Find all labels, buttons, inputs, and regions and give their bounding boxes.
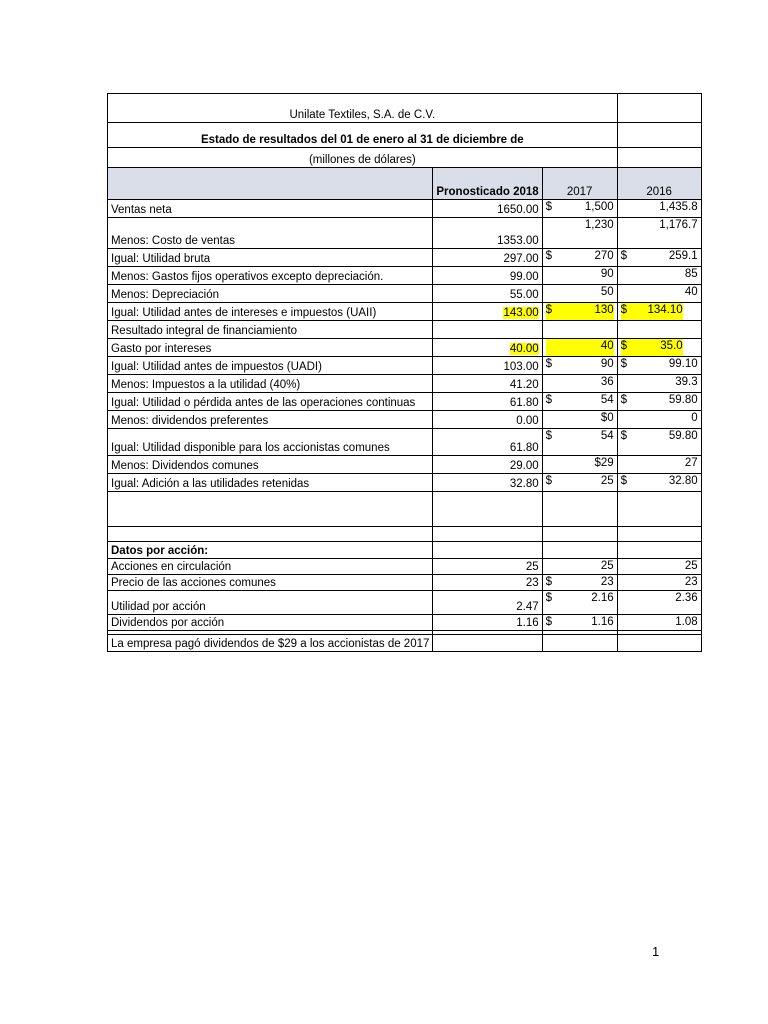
cell-value: 1353.00 xyxy=(497,235,539,247)
currency-sign: $ xyxy=(545,201,553,213)
value-2017 xyxy=(542,285,617,303)
table-row xyxy=(108,375,702,393)
value-2016 xyxy=(617,200,701,218)
currency-sign: $ xyxy=(620,475,628,487)
cell-value: 143.00 xyxy=(503,307,539,319)
value-2017 xyxy=(542,249,617,267)
table-row xyxy=(108,321,702,339)
value-2016-wrap xyxy=(621,249,698,266)
value-2018: 2.47 xyxy=(433,591,542,615)
value-2018 xyxy=(433,267,542,285)
value-2018 xyxy=(433,339,542,357)
cell-value: 54 xyxy=(600,394,614,406)
cell-value: 25 xyxy=(684,560,698,572)
table-row xyxy=(108,591,702,615)
value-2018: 23 xyxy=(433,575,542,591)
currency-sign: $ xyxy=(545,592,553,604)
value-2018: 25 xyxy=(433,559,542,575)
currency-sign: $ xyxy=(620,358,628,370)
empty-cell xyxy=(617,527,701,542)
empty-cell xyxy=(617,94,701,123)
value-2016 xyxy=(617,375,701,393)
cell-value: 1.16 xyxy=(591,616,614,628)
empty-cell xyxy=(542,527,617,542)
value-2016-wrap xyxy=(621,591,698,614)
cell-value: 134.10 xyxy=(647,304,683,316)
value-2018 xyxy=(433,375,542,393)
value-2018 xyxy=(433,321,542,339)
table-row xyxy=(108,94,702,123)
currency-sign: $ xyxy=(620,430,628,442)
currency-sign: $ xyxy=(545,358,553,370)
cell-value: 99.10 xyxy=(668,358,698,370)
cell-value: 1,435.8 xyxy=(659,201,698,213)
value-2017 xyxy=(542,559,617,575)
value-2016-wrap xyxy=(621,357,698,374)
value-2017 xyxy=(542,303,617,321)
cell-value: 103.00 xyxy=(503,361,539,373)
value-2016 xyxy=(617,357,701,375)
value-2017-wrap xyxy=(546,559,614,574)
cell-value: 2.36 xyxy=(675,592,698,604)
value-2017 xyxy=(542,393,617,411)
cell-value: 59.80 xyxy=(668,430,698,442)
cell-value: 50 xyxy=(600,286,614,298)
value-2017 xyxy=(542,200,617,218)
empty-cell xyxy=(542,492,617,527)
table-row xyxy=(108,635,702,652)
value-2018 xyxy=(433,393,542,411)
value-2016 xyxy=(617,456,701,474)
table-row xyxy=(108,527,702,542)
table-row xyxy=(108,218,702,249)
value-2017-wrap xyxy=(546,339,614,356)
value-2016 xyxy=(617,575,701,591)
cell-value: 1,176.7 xyxy=(659,219,698,231)
table-row xyxy=(108,559,702,575)
table-row xyxy=(108,357,702,375)
value-2016 xyxy=(617,339,701,357)
value-2017 xyxy=(542,474,617,492)
table-row xyxy=(108,249,702,267)
cell-value: 36 xyxy=(600,376,614,388)
cell-value: 99.00 xyxy=(509,271,539,283)
footnote: La empresa pagó dividendos de $29 a los accionistas de 2017 xyxy=(108,635,433,652)
value-2017-wrap xyxy=(546,393,614,410)
value-2017-wrap xyxy=(546,267,614,284)
value-2018 xyxy=(433,249,542,267)
cell-value: 25 xyxy=(600,475,614,487)
value-2017-wrap xyxy=(546,474,614,491)
cell-value: $29 xyxy=(594,457,614,469)
row-label: Menos: Depreciación xyxy=(108,285,433,303)
per-share-title: Datos por acción: xyxy=(108,542,433,559)
value-2017 xyxy=(542,575,617,591)
value-2017 xyxy=(542,321,617,339)
row-label: Igual: Utilidad antes de intereses e impuestos (UAII) xyxy=(108,303,433,321)
value-2018: 1.16 xyxy=(433,615,542,631)
value-2016 xyxy=(617,429,701,456)
empty-cell xyxy=(433,635,542,652)
value-2016 xyxy=(617,591,701,615)
value-2016-wrap xyxy=(621,474,698,491)
cell-value: 61.80 xyxy=(509,442,539,454)
value-2018 xyxy=(433,218,542,249)
row-label: Ventas neta xyxy=(108,200,433,218)
cell-value: 1650.00 xyxy=(497,204,539,216)
value-2016-wrap xyxy=(621,200,698,217)
table-row xyxy=(108,474,702,492)
cell-value: 0.00 xyxy=(516,415,539,427)
currency-sign: $ xyxy=(620,394,628,406)
empty-cell xyxy=(617,123,701,148)
cell-value: 32.80 xyxy=(509,478,539,490)
empty-cell xyxy=(108,527,433,542)
cell-value: 1,500 xyxy=(584,201,614,213)
table-row xyxy=(108,148,702,168)
value-2018 xyxy=(433,474,542,492)
row-label: Menos: dividendos preferentes xyxy=(108,411,433,429)
value-2018 xyxy=(433,200,542,218)
cell-value: 130 xyxy=(594,304,614,316)
table-row xyxy=(108,339,702,357)
value-2016 xyxy=(617,218,701,249)
value-2017-wrap xyxy=(546,249,614,266)
value-2016-wrap xyxy=(621,559,698,574)
table-row xyxy=(108,123,702,148)
cell-value: 39.3 xyxy=(675,376,698,388)
cell-value: 90 xyxy=(600,268,614,280)
cell-value: 0 xyxy=(691,412,698,424)
table-row xyxy=(108,411,702,429)
cell-value: 270 xyxy=(594,250,614,262)
currency-sign: $ xyxy=(545,394,553,406)
value-2017-wrap xyxy=(546,456,614,473)
value-2016-wrap xyxy=(621,321,698,338)
empty-cell xyxy=(542,635,617,652)
empty-cell xyxy=(617,492,701,527)
row-label: Menos: Dividendos comunes xyxy=(108,456,433,474)
currency-sign: $ xyxy=(545,304,553,316)
cell-value: 54 xyxy=(600,430,614,442)
value-2017 xyxy=(542,615,617,631)
cell-value: 40 xyxy=(600,340,614,352)
value-2018 xyxy=(433,456,542,474)
value-2018 xyxy=(433,429,542,456)
value-2017-wrap xyxy=(546,218,614,248)
value-2016 xyxy=(617,249,701,267)
value-2016 xyxy=(617,285,701,303)
table-row xyxy=(108,429,702,456)
value-2017-wrap xyxy=(546,591,614,614)
header-2018: Pronosticado 2018 xyxy=(433,168,542,200)
row-label: Igual: Utilidad antes de impuestos (UADI) xyxy=(108,357,433,375)
cell-value: 40 xyxy=(684,286,698,298)
empty-cell xyxy=(108,492,433,527)
value-2016-wrap xyxy=(621,267,698,284)
cell-value: 23 xyxy=(600,576,614,588)
row-label: Precio de las acciones comunes xyxy=(108,575,433,591)
value-2017 xyxy=(542,267,617,285)
value-2017-wrap xyxy=(546,357,614,374)
table-row xyxy=(108,456,702,474)
table-row xyxy=(108,615,702,631)
empty-cell xyxy=(617,635,701,652)
value-2017-wrap xyxy=(546,429,614,455)
units-title: (millones de dólares) xyxy=(108,148,618,168)
income-statement-table xyxy=(107,93,702,652)
cell-value: 90 xyxy=(600,358,614,370)
cell-value: $0 xyxy=(600,412,614,424)
value-2017 xyxy=(542,429,617,456)
cell-value: 1,230 xyxy=(584,219,614,231)
value-2017 xyxy=(542,218,617,249)
value-2018 xyxy=(433,357,542,375)
table-row xyxy=(108,200,702,218)
value-2016-wrap xyxy=(621,218,698,248)
cell-value: 55.00 xyxy=(509,289,539,301)
row-label: Menos: Costo de ventas xyxy=(108,218,433,249)
row-label: Igual: Utilidad bruta xyxy=(108,249,433,267)
table-row xyxy=(108,267,702,285)
row-label: Utilidad por acción xyxy=(108,591,433,615)
value-2017 xyxy=(542,591,617,615)
value-2017 xyxy=(542,375,617,393)
cell-value: 1.08 xyxy=(675,616,698,628)
value-2016 xyxy=(617,474,701,492)
value-2018 xyxy=(433,411,542,429)
table-row xyxy=(108,393,702,411)
page-number: 1 xyxy=(652,944,660,959)
row-label: Acciones en circulación xyxy=(108,559,433,575)
value-2017-wrap xyxy=(546,411,614,428)
value-2017 xyxy=(542,339,617,357)
value-2017-wrap xyxy=(546,375,614,392)
cell-value: 23 xyxy=(684,576,698,588)
company-title: Unilate Textiles, S.A. de C.V. xyxy=(108,94,618,123)
value-2016 xyxy=(617,411,701,429)
table-row xyxy=(108,168,702,200)
table-row xyxy=(108,575,702,591)
row-label: Menos: Impuestos a la utilidad (40%) xyxy=(108,375,433,393)
empty-cell xyxy=(433,527,542,542)
value-2018 xyxy=(433,303,542,321)
value-2017-wrap xyxy=(546,303,614,320)
cell-value: 41.20 xyxy=(509,379,539,391)
currency-sign: $ xyxy=(620,250,628,262)
currency-sign: $ xyxy=(545,430,553,442)
currency-sign: $ xyxy=(545,475,553,487)
value-2016-wrap xyxy=(621,303,683,320)
row-label: Igual: Utilidad disponible para los accionistas comunes xyxy=(108,429,433,456)
value-2017 xyxy=(542,456,617,474)
cell-value: 259.1 xyxy=(668,250,698,262)
table-row xyxy=(108,542,702,559)
value-2016-wrap xyxy=(621,375,698,392)
row-label: Menos: Gastos fijos operativos excepto depreciación. xyxy=(108,267,433,285)
cell-value: 59.80 xyxy=(668,394,698,406)
currency-sign: $ xyxy=(620,340,628,352)
table-row xyxy=(108,285,702,303)
cell-value: 297.00 xyxy=(503,253,539,265)
cell-value: 40.00 xyxy=(509,343,539,355)
value-2016 xyxy=(617,615,701,631)
value-2017 xyxy=(542,357,617,375)
value-2017-wrap xyxy=(546,200,614,217)
empty-cell xyxy=(617,148,701,168)
cell-value: 32.80 xyxy=(668,475,698,487)
value-2017-wrap xyxy=(546,321,614,338)
value-2016 xyxy=(617,321,701,339)
row-label: Resultado integral de financiamiento xyxy=(108,321,433,339)
value-2016-wrap xyxy=(621,411,698,428)
header-blank xyxy=(108,168,433,200)
currency-sign: $ xyxy=(545,616,553,628)
value-2016 xyxy=(617,267,701,285)
cell-value: 61.80 xyxy=(509,397,539,409)
row-label: Igual: Utilidad o pérdida antes de las operaciones continuas xyxy=(108,393,433,411)
statement-title: Estado de resultados del 01 de enero al 31 de diciembre de xyxy=(108,123,618,148)
value-2016-wrap xyxy=(621,285,698,302)
value-2017-wrap xyxy=(546,615,614,630)
header-2016: 2016 xyxy=(617,168,701,200)
value-2016-wrap xyxy=(621,456,698,473)
value-2018 xyxy=(433,285,542,303)
value-2016 xyxy=(617,303,701,321)
empty-cell xyxy=(433,492,542,527)
value-2016 xyxy=(617,393,701,411)
currency-sign: $ xyxy=(545,576,553,588)
cell-value: 35.0 xyxy=(660,340,683,352)
empty-cell xyxy=(542,542,617,559)
empty-cell xyxy=(617,542,701,559)
cell-value: 25 xyxy=(600,560,614,572)
cell-value: 85 xyxy=(684,268,698,280)
table-row xyxy=(108,492,702,527)
row-label: Dividendos por acción xyxy=(108,615,433,631)
value-2016-wrap xyxy=(621,393,698,410)
value-2017-wrap xyxy=(546,575,614,590)
empty-cell xyxy=(433,542,542,559)
value-2016-wrap xyxy=(621,615,698,630)
table-row xyxy=(108,303,702,321)
row-label: Gasto por intereses xyxy=(108,339,433,357)
currency-sign: $ xyxy=(620,304,628,316)
value-2016 xyxy=(617,559,701,575)
value-2016-wrap xyxy=(621,575,698,590)
value-2016-wrap xyxy=(621,429,698,455)
value-2016-wrap xyxy=(621,339,683,356)
value-2017-wrap xyxy=(546,285,614,302)
value-2017 xyxy=(542,411,617,429)
cell-value: 2.16 xyxy=(591,592,614,604)
row-label: Igual: Adición a las utilidades retenidas xyxy=(108,474,433,492)
cell-value: 29.00 xyxy=(509,460,539,472)
cell-value: 27 xyxy=(684,457,698,469)
header-2017: 2017 xyxy=(542,168,617,200)
currency-sign: $ xyxy=(545,250,553,262)
